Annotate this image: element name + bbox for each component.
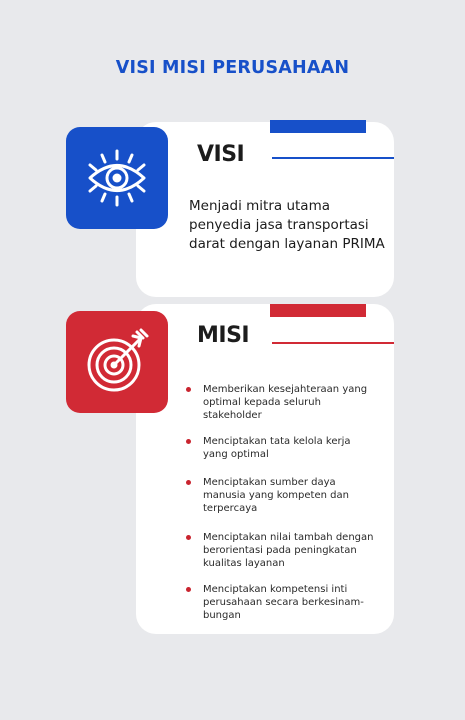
misi-icon-box [66,311,168,413]
visi-icon-box [66,127,168,229]
bullet-icon [186,535,191,540]
bullet-icon [186,587,191,592]
misi-item-text: Memberikan kesejahteraan yang optimal kepada seluruh stakeholder [203,384,368,421]
visi-statement: Menjadi mitra utama penyedia jasa transportasi darat dengan layanan PRIMA [189,198,385,252]
misi-item [186,435,376,461]
misi-item [186,531,376,570]
misi-heading: MISI [197,323,250,348]
misi-accent-rule [272,342,394,344]
misi-item [186,583,376,622]
misi-list [186,383,376,622]
visi-accent-rule [272,157,394,159]
misi-item-text: Menciptakan sumber daya manusia yang kompeten dan terpercaya [203,477,349,514]
eye-icon [82,143,152,213]
misi-item-text: Menciptakan tata kelola kerja yang optimal [203,436,351,460]
visi-heading: VISI [197,142,245,167]
bullet-icon [186,439,191,444]
bullet-icon [186,480,191,485]
page-title: VISI MISI PERUSAHAAN [115,58,350,78]
visi-accent-tab [270,120,366,133]
target-icon [81,326,153,398]
misi-item-text: Menciptakan kompetensi inti perusahaan secara berkesinam-bungan [203,584,364,621]
misi-accent-tab [270,304,366,317]
misi-item-text: Menciptakan nilai tambah dengan berorientasi pada peningkatan kualitas layanan [203,532,374,569]
misi-item [186,383,376,422]
bullet-icon [186,387,191,392]
misi-item [186,476,376,515]
